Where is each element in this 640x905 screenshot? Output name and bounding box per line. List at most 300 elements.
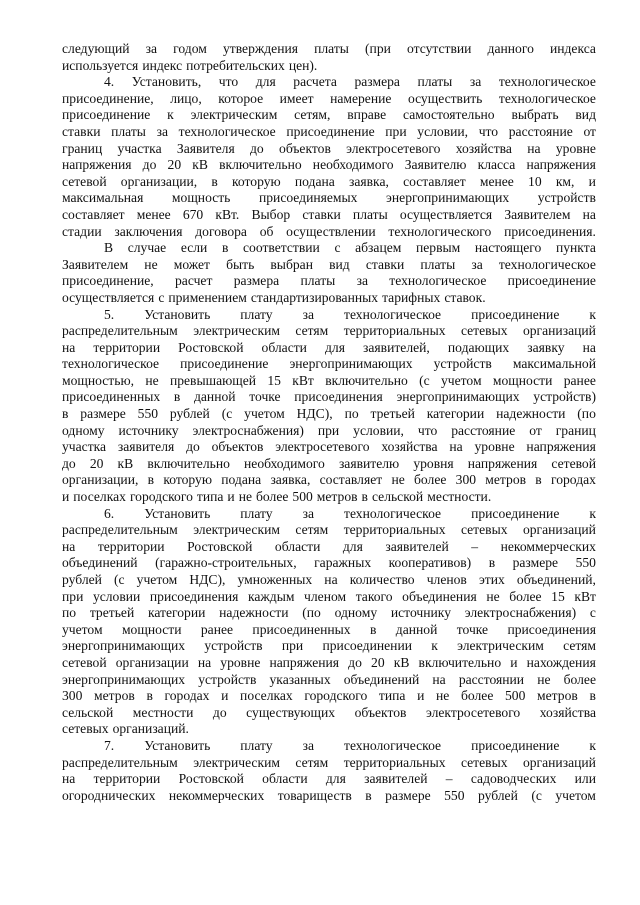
word: подана	[221, 472, 262, 488]
word: к	[589, 306, 596, 322]
word: которое	[218, 90, 264, 106]
word: энергопринимающих	[386, 190, 510, 206]
word: присоединенных	[252, 621, 351, 637]
text-line	[62, 688, 596, 705]
word: третьей	[89, 605, 135, 621]
word: платы	[300, 273, 336, 289]
word: Выбор	[251, 206, 291, 222]
word: кооперативов)	[388, 555, 472, 571]
text-line	[62, 257, 596, 274]
word: в	[62, 406, 69, 422]
word: платы	[314, 41, 349, 56]
word: области	[274, 538, 321, 554]
word: за	[302, 737, 314, 753]
word: на	[432, 671, 446, 687]
word: надежности	[496, 406, 566, 422]
word: платы	[420, 256, 456, 272]
word: источнику	[118, 422, 179, 438]
word: участка	[62, 439, 107, 455]
word: превышающей	[169, 372, 257, 388]
word: напряжения	[62, 157, 132, 173]
word: размере	[385, 787, 431, 803]
word: 6.	[104, 505, 115, 521]
word: в	[488, 555, 496, 571]
word: присоединения	[294, 389, 383, 405]
word: включительно	[325, 372, 408, 388]
text-line	[62, 622, 596, 639]
word: членов	[426, 572, 467, 587]
word: стандартизированных	[250, 289, 379, 305]
word: ранее	[563, 372, 596, 388]
word: (при	[365, 41, 391, 56]
text-line	[62, 107, 596, 124]
word: на	[582, 339, 596, 355]
word: ставки	[62, 123, 101, 139]
word: более	[509, 588, 542, 604]
word: за	[471, 256, 483, 272]
word: тарифных	[382, 289, 441, 305]
word: объектов	[211, 439, 264, 455]
word: Ростовской	[178, 771, 244, 787]
word: электрическим	[193, 522, 280, 538]
word: сетям	[295, 754, 329, 770]
word: присоединение	[471, 306, 560, 322]
word: при	[62, 588, 84, 604]
word: объектов	[354, 704, 407, 720]
word: границ	[62, 140, 103, 156]
word: организации,	[120, 173, 198, 189]
text-line	[62, 771, 596, 788]
word: некоммерческих	[500, 538, 596, 554]
word: членом	[304, 588, 347, 604]
word: за	[145, 41, 158, 56]
word: кВ	[117, 455, 134, 471]
text-line	[62, 58, 596, 75]
word: устройств	[433, 356, 492, 372]
word: организаций.	[112, 721, 189, 737]
word: гаражных	[314, 555, 372, 571]
text-line	[62, 572, 596, 589]
word: соответствии	[243, 240, 320, 256]
word: сетевой	[62, 173, 107, 189]
word: условии,	[353, 422, 404, 438]
text-line	[62, 323, 596, 340]
text-line	[62, 738, 596, 755]
word: учетом	[440, 372, 482, 388]
word: электроснабжения)	[192, 422, 304, 438]
word: объединения	[402, 588, 477, 604]
word: в	[589, 688, 596, 704]
text-line	[62, 340, 596, 357]
word: присоединение	[471, 737, 560, 753]
text-line	[62, 307, 596, 324]
word: не	[436, 688, 450, 704]
word: технологическое	[62, 356, 160, 372]
word: что	[417, 422, 438, 438]
word: электрическим	[193, 754, 280, 770]
word: (гаражно-строительных,	[155, 555, 297, 571]
word: напряжения	[467, 455, 538, 471]
word: что	[478, 123, 499, 139]
word: объединений	[343, 671, 420, 687]
word: (с	[419, 372, 430, 388]
word: осуществлении	[286, 223, 376, 239]
word: вид	[329, 256, 350, 272]
word: рублей	[477, 787, 518, 803]
text-line	[62, 74, 596, 91]
word: технологическое	[344, 306, 442, 322]
word: расчета	[293, 74, 337, 90]
word: необходимого	[244, 455, 325, 471]
word: для	[342, 538, 363, 554]
text-line	[62, 91, 596, 108]
word: границ	[555, 422, 596, 438]
word: с	[334, 240, 341, 256]
word: учетом	[136, 572, 178, 587]
word: годом	[173, 41, 207, 56]
word: более	[460, 688, 494, 704]
word: НДС),	[189, 572, 226, 587]
word: организации,	[62, 472, 139, 488]
word: Установить	[144, 306, 211, 322]
word: сетям	[295, 323, 329, 339]
word: (с	[221, 406, 233, 422]
word: за	[469, 74, 482, 90]
word: сетевой	[551, 455, 596, 471]
text-line	[62, 456, 596, 473]
word: если	[180, 240, 208, 256]
word: на	[324, 572, 338, 587]
word: заявителю	[338, 455, 400, 471]
word: (с	[114, 572, 125, 587]
word: индекс	[142, 57, 183, 73]
word: устройств	[198, 671, 257, 687]
word: 4.	[104, 74, 115, 90]
word: для	[325, 771, 346, 787]
word: метров	[537, 688, 578, 704]
word: для	[325, 339, 345, 355]
word: платы	[417, 74, 453, 90]
word: и	[510, 654, 518, 670]
word: максимальной	[512, 356, 596, 372]
word: метров	[94, 688, 135, 704]
text-line	[62, 522, 596, 539]
word: участка	[117, 140, 162, 156]
word: случае	[127, 240, 167, 256]
word: на	[62, 538, 76, 554]
word: плату	[240, 737, 273, 753]
word: включительно	[147, 455, 230, 471]
word: городах	[164, 688, 210, 704]
word: при	[385, 123, 407, 139]
word: и	[227, 489, 235, 505]
word: энергопринимающих	[396, 389, 520, 405]
word: заявителя	[117, 439, 175, 455]
word: за	[356, 273, 368, 289]
text-line	[62, 672, 596, 689]
word: при	[281, 638, 304, 654]
word: к	[431, 638, 438, 654]
word: 300	[455, 472, 477, 488]
word: до	[348, 654, 362, 670]
word: в	[221, 240, 229, 256]
text-line	[62, 273, 596, 290]
word: метров	[316, 489, 358, 505]
text-line	[62, 755, 596, 772]
word: хозяйства	[455, 140, 512, 156]
word: мощности	[492, 372, 553, 388]
word: по	[344, 406, 359, 422]
word: за	[156, 123, 168, 139]
text-line	[62, 406, 596, 423]
word: расстояние	[451, 422, 516, 438]
word: имеет	[279, 90, 314, 106]
word: до	[62, 455, 76, 471]
word: не	[238, 489, 252, 505]
word: которую	[163, 472, 212, 488]
word: электросетевого	[426, 704, 521, 720]
word: существующих	[246, 704, 336, 720]
text-line	[62, 721, 596, 738]
word: с	[158, 289, 165, 305]
word: (по	[302, 605, 321, 621]
word: энергопринимающих	[62, 671, 186, 687]
word: территории	[97, 538, 165, 554]
text-line	[62, 788, 596, 805]
word: Заявителем	[62, 256, 129, 272]
word: в	[361, 489, 368, 505]
text-line	[62, 655, 596, 672]
word: поселках	[240, 688, 293, 704]
word: устройств)	[533, 389, 596, 405]
word: (с	[531, 787, 542, 803]
word: размера	[354, 74, 400, 90]
word: уровне	[555, 140, 596, 156]
word: технологическое	[344, 505, 442, 521]
word: напряжения	[526, 439, 596, 455]
text-line	[62, 439, 596, 456]
word: территории	[93, 771, 161, 787]
word: Заявителем	[504, 206, 571, 222]
word: территориальных	[343, 323, 446, 339]
word: 5.	[104, 306, 115, 322]
word: и	[588, 173, 596, 189]
text-line	[62, 705, 596, 722]
word: электроснабжения)	[464, 605, 577, 621]
word: об	[259, 223, 274, 239]
word: условии,	[417, 123, 469, 139]
word: подающих	[447, 339, 510, 355]
word: напряжения	[526, 157, 596, 173]
word: 20	[371, 654, 385, 670]
word: электрическим	[190, 107, 278, 123]
text-line	[62, 356, 596, 373]
word: –	[445, 771, 453, 787]
word: кВт	[292, 372, 314, 388]
word: присоединения	[149, 588, 239, 604]
word: на	[449, 439, 463, 455]
word: ставки	[365, 256, 405, 272]
word: присоединение	[180, 356, 269, 372]
word: до	[186, 439, 200, 455]
word: стадии	[62, 223, 102, 239]
word: расстояние	[508, 123, 573, 139]
word: не	[144, 256, 158, 272]
word: заявителей	[364, 771, 428, 787]
word: включительно	[219, 157, 302, 173]
word: применением	[168, 289, 247, 305]
word: учетом	[555, 787, 596, 803]
word: от	[583, 123, 596, 139]
word: уровня	[413, 455, 454, 471]
text-line	[62, 190, 596, 207]
document-page	[62, 41, 596, 804]
word: технологическое	[498, 74, 596, 90]
word: максимальная	[62, 190, 144, 206]
word: заявку	[527, 339, 565, 355]
word: (по	[577, 406, 596, 422]
word: Установить	[144, 505, 211, 521]
word: выбран	[270, 256, 313, 272]
word: уровне	[474, 439, 515, 455]
word: рублей	[62, 572, 102, 587]
word: Ростовской	[178, 339, 244, 355]
word: составляет	[319, 472, 383, 488]
word: составляет	[403, 173, 466, 189]
word: по	[62, 605, 77, 621]
word: технологического	[388, 223, 492, 239]
word: количество	[349, 572, 415, 587]
word: вид	[575, 107, 596, 123]
word: не	[145, 372, 159, 388]
text-line	[62, 589, 596, 606]
word: технологическое	[344, 737, 442, 753]
word: платы	[111, 123, 146, 139]
word: присоединение	[507, 273, 596, 289]
word: организаций	[522, 754, 596, 770]
word: платы	[352, 206, 388, 222]
word: сетевой	[62, 654, 107, 670]
word: городского	[304, 688, 368, 704]
word: к	[589, 737, 596, 753]
word: осуществляется	[399, 206, 493, 222]
word: к	[589, 505, 596, 521]
word: ставки	[302, 206, 341, 222]
word: до	[212, 704, 227, 720]
word: условии	[92, 588, 141, 604]
word: настоящего	[474, 240, 542, 256]
word: точке	[249, 389, 281, 405]
text-line	[62, 290, 596, 307]
word: присоединения	[507, 621, 596, 637]
word: которую	[231, 173, 281, 189]
word: заявителей,	[363, 339, 430, 355]
word: менее	[479, 173, 514, 189]
word: распределительным	[62, 323, 178, 339]
word: организации	[115, 654, 189, 670]
word: городского	[129, 489, 193, 505]
word: хозяйства	[381, 439, 438, 455]
word: более	[256, 489, 289, 505]
word: что	[218, 74, 239, 90]
word: категории	[147, 605, 206, 621]
word: мощности	[121, 621, 182, 637]
word: такого	[355, 588, 393, 604]
word: 15	[267, 372, 281, 388]
word: технологическое	[178, 123, 276, 139]
word: отсутствии	[407, 41, 472, 56]
word: 500	[505, 688, 526, 704]
word: Ростовской	[187, 538, 253, 554]
word: может	[173, 256, 210, 272]
word: за	[302, 306, 314, 322]
word: осуществляется	[62, 289, 155, 305]
word: В	[104, 240, 114, 256]
word: в	[147, 472, 155, 488]
word: за	[302, 505, 314, 521]
text-line	[62, 41, 596, 58]
word: местности	[132, 704, 194, 720]
word: более	[414, 472, 447, 488]
word: энергопринимающих	[62, 638, 186, 654]
word: электросетевого	[275, 439, 370, 455]
word: с	[589, 605, 596, 621]
word: 550	[575, 555, 596, 571]
word: на	[582, 206, 596, 222]
word: к	[167, 107, 174, 123]
word: надежности	[219, 605, 289, 621]
word: присоединение	[471, 505, 560, 521]
word: 20	[167, 157, 182, 173]
word: при	[317, 422, 340, 438]
word: организаций	[522, 522, 596, 538]
word: ранее	[200, 621, 234, 637]
text-line	[62, 141, 596, 158]
text-line	[62, 224, 596, 241]
word: распределительным	[62, 754, 178, 770]
word: технологическое	[389, 273, 487, 289]
word: абзацем	[355, 240, 402, 256]
word: следующий	[62, 41, 130, 56]
word: одному	[62, 422, 105, 438]
word: 500	[292, 489, 313, 505]
word: заявителей	[385, 538, 449, 554]
word: в	[365, 787, 372, 803]
word: данной	[193, 389, 236, 405]
word: указанных	[269, 671, 331, 687]
word: типа	[378, 688, 406, 704]
word: учетом	[244, 406, 285, 422]
word: Установить,	[131, 74, 202, 90]
word: плату	[240, 306, 273, 322]
word: договора	[195, 223, 247, 239]
word: не	[537, 671, 551, 687]
word: заключения	[114, 223, 183, 239]
word: уровне	[220, 654, 261, 670]
word: –	[471, 538, 479, 554]
word: размера	[233, 273, 280, 289]
word: поселках	[73, 489, 126, 505]
word: сетевых	[460, 754, 508, 770]
word: метров	[485, 472, 527, 488]
word: намерение	[330, 90, 392, 106]
word: присоединение,	[62, 273, 154, 289]
word: мощность	[171, 190, 231, 206]
word: более	[563, 671, 596, 687]
word: самостоятельно	[403, 107, 495, 123]
word: территориальных	[343, 522, 446, 538]
word: устройств	[204, 638, 263, 654]
